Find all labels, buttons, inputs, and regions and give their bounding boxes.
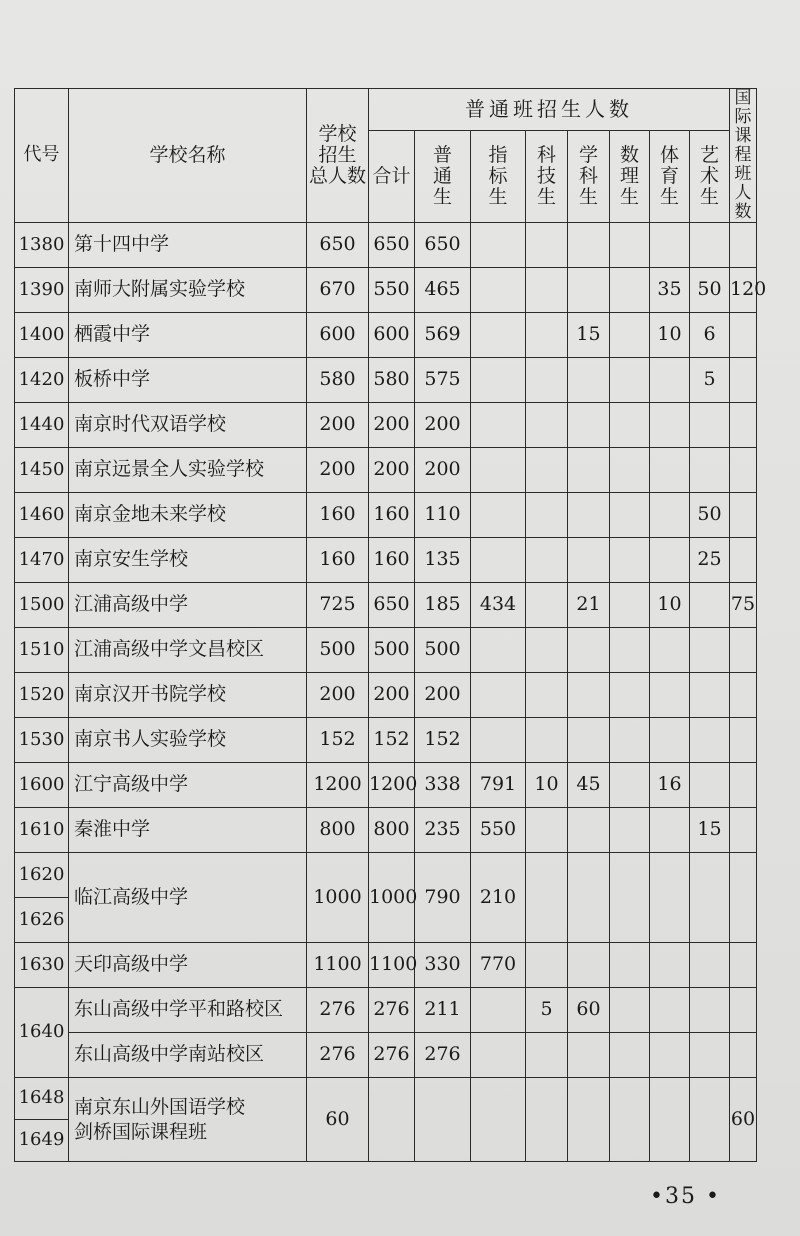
total-cell: 580 bbox=[307, 358, 369, 403]
subject-cell bbox=[568, 538, 610, 583]
quota-cell bbox=[471, 403, 526, 448]
total-cell: 200 bbox=[307, 673, 369, 718]
quota-cell bbox=[471, 988, 526, 1033]
tech-cell bbox=[526, 718, 568, 763]
math-cell bbox=[610, 583, 650, 628]
math-cell bbox=[610, 763, 650, 808]
code-cell: 1460 bbox=[15, 493, 69, 538]
tech-cell bbox=[526, 1033, 568, 1078]
header-math-sci: 数 理 生 bbox=[610, 130, 650, 222]
table-row bbox=[15, 268, 757, 313]
intl-cell bbox=[730, 448, 757, 493]
school-name-cell: 天印高级中学 bbox=[69, 943, 307, 988]
school-name-cell: 南京汉开书院学校 bbox=[69, 673, 307, 718]
subtotal-cell: 800 bbox=[369, 808, 415, 853]
intl-cell bbox=[730, 988, 757, 1033]
sports-cell bbox=[650, 808, 690, 853]
arts-cell bbox=[690, 583, 730, 628]
subtotal-cell bbox=[369, 1078, 415, 1162]
arts-cell bbox=[690, 403, 730, 448]
arts-cell bbox=[690, 1033, 730, 1078]
code-cell: 1610 bbox=[15, 808, 69, 853]
school-name-cell: 板桥中学 bbox=[69, 358, 307, 403]
subtotal-cell: 580 bbox=[369, 358, 415, 403]
total-cell: 1200 bbox=[307, 763, 369, 808]
subtotal-cell: 152 bbox=[369, 718, 415, 763]
quota-cell: 434 bbox=[471, 583, 526, 628]
code-cell: 1470 bbox=[15, 538, 69, 583]
subject-cell bbox=[568, 448, 610, 493]
subtotal-cell: 200 bbox=[369, 403, 415, 448]
enrollment-table bbox=[14, 88, 767, 1162]
school-name-cell: 临江高级中学 bbox=[69, 853, 307, 943]
subject-cell: 45 bbox=[568, 763, 610, 808]
code-cell: 1500 bbox=[15, 583, 69, 628]
math-cell bbox=[610, 1078, 650, 1162]
total-cell: 200 bbox=[307, 448, 369, 493]
arts-cell bbox=[690, 628, 730, 673]
school-name-cell: 南京时代双语学校 bbox=[69, 403, 307, 448]
subtotal-cell: 200 bbox=[369, 673, 415, 718]
sports-cell bbox=[650, 628, 690, 673]
table-row bbox=[15, 583, 757, 628]
quota-cell bbox=[471, 1033, 526, 1078]
subtotal-cell: 600 bbox=[369, 313, 415, 358]
school-name-cell: 南京金地未来学校 bbox=[69, 493, 307, 538]
intl-cell bbox=[730, 673, 757, 718]
math-cell bbox=[610, 1033, 650, 1078]
math-cell bbox=[610, 223, 650, 268]
sports-cell bbox=[650, 1078, 690, 1162]
sports-cell: 10 bbox=[650, 583, 690, 628]
header-intl: 国际 课程 班 人数 bbox=[730, 89, 757, 223]
subject-cell: 21 bbox=[568, 583, 610, 628]
math-cell bbox=[610, 493, 650, 538]
intl-cell bbox=[730, 808, 757, 853]
sports-cell bbox=[650, 1033, 690, 1078]
math-cell bbox=[610, 268, 650, 313]
tech-cell bbox=[526, 583, 568, 628]
arts-cell: 50 bbox=[690, 268, 730, 313]
code-cell: 1440 bbox=[15, 403, 69, 448]
regular-cell: 330 bbox=[415, 943, 471, 988]
total-cell: 152 bbox=[307, 718, 369, 763]
regular-cell: 650 bbox=[415, 223, 471, 268]
subtotal-cell: 200 bbox=[369, 448, 415, 493]
header-school-name: 学校名称 bbox=[69, 89, 307, 223]
math-cell bbox=[610, 808, 650, 853]
table-row bbox=[15, 538, 757, 583]
total-cell: 60 bbox=[307, 1078, 369, 1162]
arts-cell bbox=[690, 763, 730, 808]
quota-cell bbox=[471, 1078, 526, 1162]
math-cell bbox=[610, 673, 650, 718]
regular-cell: 110 bbox=[415, 493, 471, 538]
subtotal-cell: 550 bbox=[369, 268, 415, 313]
total-cell: 500 bbox=[307, 628, 369, 673]
code-cell: 1626 bbox=[15, 898, 69, 943]
arts-cell: 6 bbox=[690, 313, 730, 358]
tech-cell: 5 bbox=[526, 988, 568, 1033]
total-cell: 1000 bbox=[307, 853, 369, 943]
code-cell: 1649 bbox=[15, 1120, 69, 1162]
intl-cell bbox=[730, 493, 757, 538]
total-cell: 670 bbox=[307, 268, 369, 313]
sports-cell bbox=[650, 538, 690, 583]
subtotal-cell: 650 bbox=[369, 223, 415, 268]
intl-cell bbox=[730, 853, 757, 943]
school-name-cell: 南京东山外国语学校 剑桥国际课程班 bbox=[69, 1078, 307, 1162]
total-cell: 1100 bbox=[307, 943, 369, 988]
school-name-cell: 南师大附属实验学校 bbox=[69, 268, 307, 313]
subject-cell bbox=[568, 808, 610, 853]
table-body-special bbox=[15, 853, 757, 1162]
code-cell: 1450 bbox=[15, 448, 69, 493]
tech-cell bbox=[526, 268, 568, 313]
arts-cell: 50 bbox=[690, 493, 730, 538]
school-name-cell: 东山高级中学南站校区 bbox=[69, 1033, 307, 1078]
sports-cell bbox=[650, 988, 690, 1033]
total-cell: 276 bbox=[307, 988, 369, 1033]
total-cell: 650 bbox=[307, 223, 369, 268]
subtotal-cell: 160 bbox=[369, 538, 415, 583]
total-cell: 200 bbox=[307, 403, 369, 448]
intl-cell bbox=[730, 403, 757, 448]
arts-cell bbox=[690, 223, 730, 268]
tech-cell bbox=[526, 358, 568, 403]
subject-cell bbox=[568, 673, 610, 718]
code-cell: 1648 bbox=[15, 1078, 69, 1120]
quota-cell: 550 bbox=[471, 808, 526, 853]
tech-cell bbox=[526, 223, 568, 268]
regular-cell: 152 bbox=[415, 718, 471, 763]
quota-cell bbox=[471, 718, 526, 763]
quota-cell bbox=[471, 358, 526, 403]
table-row bbox=[15, 763, 757, 808]
header-sports: 体 育 生 bbox=[650, 130, 690, 222]
math-cell bbox=[610, 988, 650, 1033]
subtotal-cell: 1000 bbox=[369, 853, 415, 943]
subject-cell bbox=[568, 223, 610, 268]
header-tech: 科 技 生 bbox=[526, 130, 568, 222]
page-number: •35 • bbox=[650, 1184, 721, 1209]
school-name-cell: 江浦高级中学 bbox=[69, 583, 307, 628]
sports-cell bbox=[650, 493, 690, 538]
subject-cell bbox=[568, 268, 610, 313]
total-cell: 725 bbox=[307, 583, 369, 628]
school-name-cell: 东山高级中学平和路校区 bbox=[69, 988, 307, 1033]
intl-cell bbox=[730, 223, 757, 268]
sports-cell bbox=[650, 223, 690, 268]
quota-cell: 770 bbox=[471, 943, 526, 988]
quota-cell bbox=[471, 673, 526, 718]
code-cell: 1630 bbox=[15, 943, 69, 988]
subject-cell: 15 bbox=[568, 313, 610, 358]
code-cell: 1520 bbox=[15, 673, 69, 718]
tech-cell bbox=[526, 448, 568, 493]
tech-cell bbox=[526, 808, 568, 853]
sports-cell bbox=[650, 358, 690, 403]
school-name-cell: 南京安生学校 bbox=[69, 538, 307, 583]
school-name-cell: 南京远景全人实验学校 bbox=[69, 448, 307, 493]
sports-cell bbox=[650, 853, 690, 943]
regular-cell: 569 bbox=[415, 313, 471, 358]
regular-cell: 338 bbox=[415, 763, 471, 808]
regular-cell: 200 bbox=[415, 448, 471, 493]
subject-cell: 60 bbox=[568, 988, 610, 1033]
intl-cell bbox=[730, 718, 757, 763]
total-cell: 160 bbox=[307, 538, 369, 583]
school-name-cell: 江浦高级中学文昌校区 bbox=[69, 628, 307, 673]
enrollment-table-container bbox=[14, 88, 767, 1154]
school-name-cell: 栖霞中学 bbox=[69, 313, 307, 358]
quota-cell: 210 bbox=[471, 853, 526, 943]
arts-cell: 25 bbox=[690, 538, 730, 583]
tech-cell bbox=[526, 673, 568, 718]
school-name-cell: 秦淮中学 bbox=[69, 808, 307, 853]
school-name-cell: 南京书人实验学校 bbox=[69, 718, 307, 763]
arts-cell bbox=[690, 718, 730, 763]
table-row bbox=[15, 808, 757, 853]
intl-cell bbox=[730, 628, 757, 673]
intl-cell bbox=[730, 763, 757, 808]
tech-cell bbox=[526, 943, 568, 988]
regular-cell: 465 bbox=[415, 268, 471, 313]
quota-cell bbox=[471, 313, 526, 358]
table-row bbox=[15, 1033, 757, 1078]
total-cell: 160 bbox=[307, 493, 369, 538]
regular-cell: 185 bbox=[415, 583, 471, 628]
header-regular-group: 普通班招生人数 bbox=[369, 89, 730, 131]
quota-cell bbox=[471, 448, 526, 493]
subtotal-cell: 276 bbox=[369, 1033, 415, 1078]
table-row bbox=[15, 223, 757, 268]
quota-cell: 791 bbox=[471, 763, 526, 808]
table-row bbox=[15, 403, 757, 448]
code-cell: 1510 bbox=[15, 628, 69, 673]
subtotal-cell: 500 bbox=[369, 628, 415, 673]
math-cell bbox=[610, 628, 650, 673]
header-code: 代号 bbox=[15, 89, 69, 223]
code-cell: 1380 bbox=[15, 223, 69, 268]
regular-cell bbox=[415, 1078, 471, 1162]
code-cell: 1390 bbox=[15, 268, 69, 313]
header-regular: 普 通 生 bbox=[415, 130, 471, 222]
regular-cell: 200 bbox=[415, 403, 471, 448]
intl-cell bbox=[730, 943, 757, 988]
code-cell: 1530 bbox=[15, 718, 69, 763]
header-subject: 学 科 生 bbox=[568, 130, 610, 222]
subtotal-cell: 160 bbox=[369, 493, 415, 538]
math-cell bbox=[610, 943, 650, 988]
tech-cell bbox=[526, 493, 568, 538]
regular-cell: 200 bbox=[415, 673, 471, 718]
regular-cell: 135 bbox=[415, 538, 471, 583]
arts-cell: 5 bbox=[690, 358, 730, 403]
sports-cell bbox=[650, 673, 690, 718]
sports-cell bbox=[650, 448, 690, 493]
code-cell: 1420 bbox=[15, 358, 69, 403]
sports-cell: 16 bbox=[650, 763, 690, 808]
quota-cell bbox=[471, 493, 526, 538]
quota-cell bbox=[471, 223, 526, 268]
sports-cell bbox=[650, 718, 690, 763]
subject-cell bbox=[568, 718, 610, 763]
sports-cell: 10 bbox=[650, 313, 690, 358]
sports-cell: 35 bbox=[650, 268, 690, 313]
math-cell bbox=[610, 718, 650, 763]
total-cell: 276 bbox=[307, 1033, 369, 1078]
intl-cell bbox=[730, 313, 757, 358]
intl-cell bbox=[730, 538, 757, 583]
intl-cell bbox=[730, 358, 757, 403]
code-cell: 1640 bbox=[15, 988, 69, 1078]
header-row-1 bbox=[15, 89, 757, 131]
math-cell bbox=[610, 448, 650, 493]
sports-cell bbox=[650, 403, 690, 448]
arts-cell bbox=[690, 853, 730, 943]
header-subtotal: 合计 bbox=[369, 130, 415, 222]
regular-cell: 235 bbox=[415, 808, 471, 853]
math-cell bbox=[610, 403, 650, 448]
total-cell: 800 bbox=[307, 808, 369, 853]
regular-cell: 790 bbox=[415, 853, 471, 943]
table-row bbox=[15, 493, 757, 538]
tech-cell bbox=[526, 403, 568, 448]
subject-cell bbox=[568, 1078, 610, 1162]
tech-cell bbox=[526, 313, 568, 358]
subject-cell bbox=[568, 358, 610, 403]
subject-cell bbox=[568, 403, 610, 448]
quota-cell bbox=[471, 268, 526, 313]
tech-cell bbox=[526, 538, 568, 583]
arts-cell bbox=[690, 943, 730, 988]
math-cell bbox=[610, 313, 650, 358]
arts-cell bbox=[690, 673, 730, 718]
subtotal-cell: 1200 bbox=[369, 763, 415, 808]
quota-cell bbox=[471, 628, 526, 673]
subject-cell bbox=[568, 853, 610, 943]
regular-cell: 276 bbox=[415, 1033, 471, 1078]
table-row bbox=[15, 628, 757, 673]
table-row bbox=[15, 313, 757, 358]
school-name-cell: 江宁高级中学 bbox=[69, 763, 307, 808]
intl-cell: 75 bbox=[730, 583, 757, 628]
subject-cell bbox=[568, 493, 610, 538]
code-cell: 1620 bbox=[15, 853, 69, 898]
tech-cell bbox=[526, 628, 568, 673]
code-cell: 1400 bbox=[15, 313, 69, 358]
subject-cell bbox=[568, 943, 610, 988]
math-cell bbox=[610, 853, 650, 943]
math-cell bbox=[610, 358, 650, 403]
subject-cell bbox=[568, 628, 610, 673]
table-row bbox=[15, 673, 757, 718]
subtotal-cell: 1100 bbox=[369, 943, 415, 988]
school-name-cell: 第十四中学 bbox=[69, 223, 307, 268]
header-arts: 艺 术 生 bbox=[690, 130, 730, 222]
intl-cell: 120 bbox=[730, 268, 757, 313]
tech-cell: 10 bbox=[526, 763, 568, 808]
tech-cell bbox=[526, 853, 568, 943]
arts-cell bbox=[690, 988, 730, 1033]
code-cell: 1600 bbox=[15, 763, 69, 808]
regular-cell: 500 bbox=[415, 628, 471, 673]
header-total: 学校 招生 总人数 bbox=[307, 89, 369, 223]
table-row bbox=[15, 718, 757, 763]
intl-cell bbox=[730, 1033, 757, 1078]
arts-cell bbox=[690, 448, 730, 493]
table-row bbox=[15, 853, 757, 898]
sports-cell bbox=[650, 943, 690, 988]
table-row bbox=[15, 358, 757, 403]
math-cell bbox=[610, 538, 650, 583]
quota-cell bbox=[471, 538, 526, 583]
table-row bbox=[15, 1078, 757, 1120]
table-row bbox=[15, 943, 757, 988]
header-quota: 指 标 生 bbox=[471, 130, 526, 222]
table-row bbox=[15, 448, 757, 493]
regular-cell: 575 bbox=[415, 358, 471, 403]
total-cell: 600 bbox=[307, 313, 369, 358]
tech-cell bbox=[526, 1078, 568, 1162]
regular-cell: 211 bbox=[415, 988, 471, 1033]
subtotal-cell: 276 bbox=[369, 988, 415, 1033]
table-body bbox=[15, 223, 767, 853]
subtotal-cell: 650 bbox=[369, 583, 415, 628]
arts-cell: 15 bbox=[690, 808, 730, 853]
intl-cell: 60 bbox=[730, 1078, 757, 1162]
table-row bbox=[15, 988, 757, 1033]
arts-cell bbox=[690, 1078, 730, 1162]
subject-cell bbox=[568, 1033, 610, 1078]
